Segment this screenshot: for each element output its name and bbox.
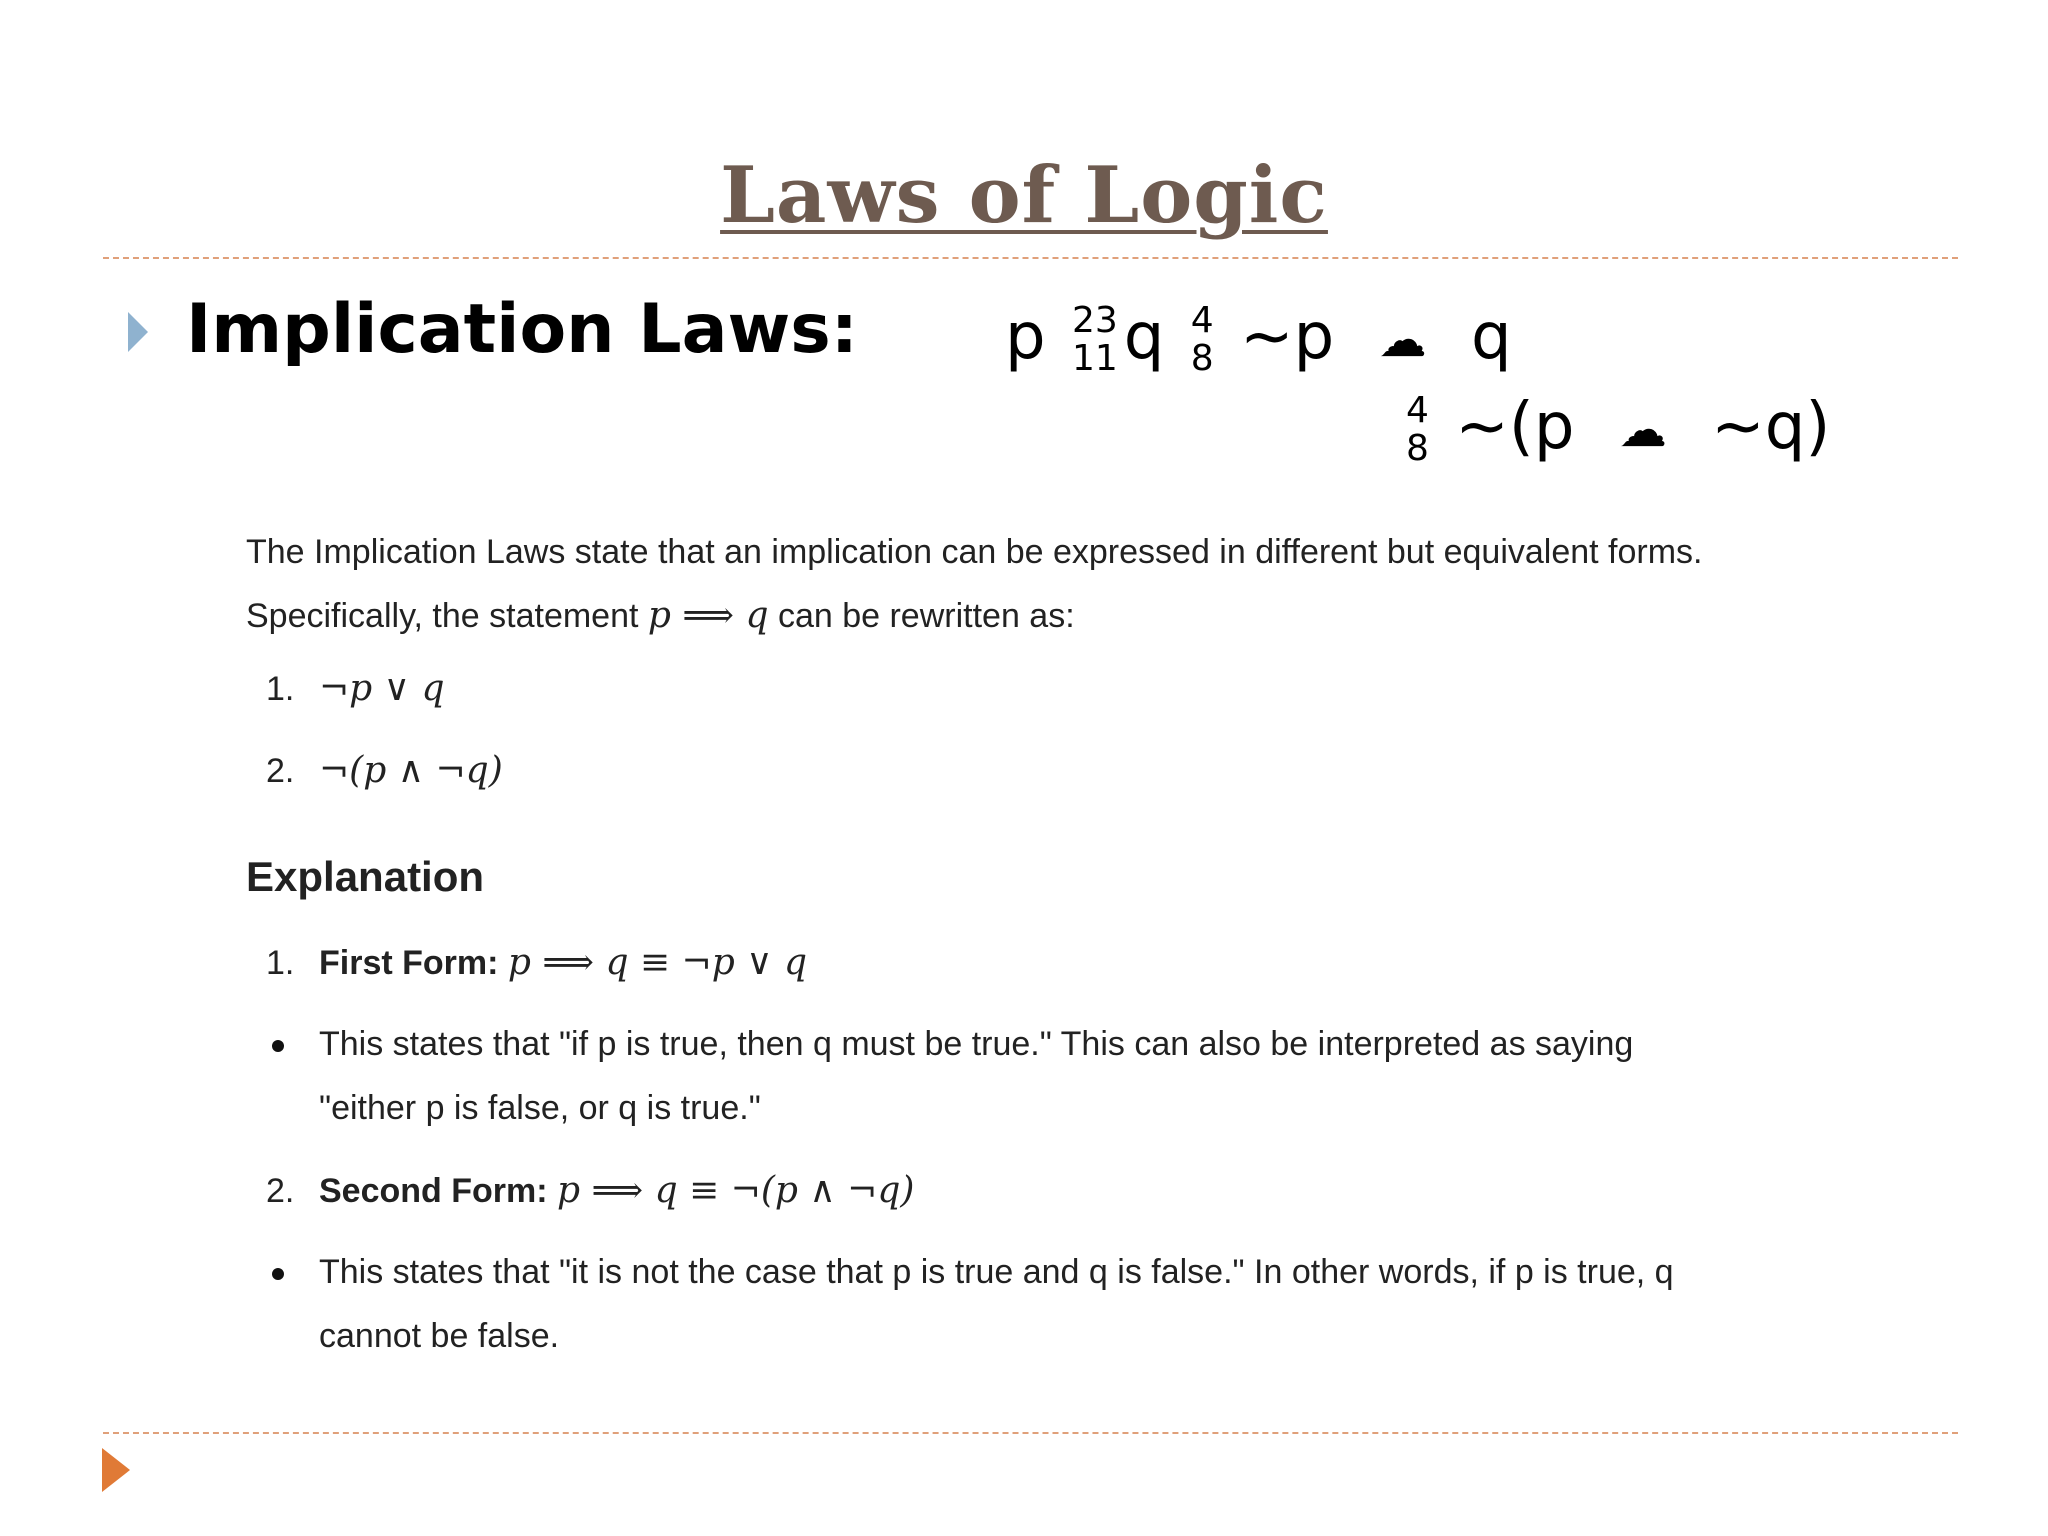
list-item (246, 1012, 1886, 1140)
intro-line-1: The Implication Laws state that an implication can be expressed in different but equivalent forms. (246, 533, 1703, 571)
list-item: 1. First Form: p ⟹ q ≡ ¬p ∨ q (266, 942, 808, 983)
intro-math: p ⟹ q (647, 595, 769, 636)
detail-item: This states that "if p is true, then q must be true." This can also be interpreted as saying "either p is false, or q is true." (246, 1012, 1886, 1140)
formula-not-p: ~p (1240, 300, 1335, 374)
or-glyph-icon: ☁ (1378, 312, 1427, 369)
implication-formula-line1 (1005, 300, 1512, 378)
explanation-title: Explanation (246, 853, 485, 900)
and-glyph-icon: ☁ (1618, 402, 1667, 459)
implication-formula-line2 (1400, 390, 1830, 468)
explanation-list (246, 922, 1886, 1368)
formula-right: ~q) (1711, 390, 1831, 464)
bullet-dot-icon (272, 1040, 284, 1052)
formula-q2: q (1470, 300, 1512, 374)
bottom-divider (103, 1432, 1958, 1434)
triangle-bullet-icon (128, 312, 148, 352)
formula-left: ~(p (1455, 390, 1575, 464)
next-slide-arrow-icon[interactable] (102, 1448, 130, 1492)
formula-q1: q (1123, 300, 1165, 374)
intro-line-2: Specifically, the statement p ⟹ q can be rewritten as: (246, 595, 1075, 636)
list-item: 2. Second Form: p ⟹ q ≡ ¬(p ∧ ¬q) (266, 1170, 915, 1211)
list-item: 1. ¬p ∨ q (266, 668, 445, 709)
slide-title: Laws of Logic (720, 150, 1328, 241)
list-item (246, 1240, 1886, 1368)
formula-fraction-b: 4 8 (1190, 300, 1214, 380)
forms-list (246, 648, 1886, 812)
formula-p: p (1005, 300, 1046, 374)
content-block (246, 520, 1886, 1378)
bullet-dot-icon (272, 1268, 284, 1280)
detail-item: This states that "it is not the case that p is true and q is false." In other words, if p is true, q cannot be false. (246, 1240, 1886, 1368)
top-divider (103, 257, 1958, 259)
list-item: 2. ¬(p ∧ ¬q) (266, 750, 503, 791)
formula-fraction-a: 23 11 (1071, 300, 1118, 380)
formula-fraction-c: 4 8 (1406, 390, 1429, 470)
section-heading: Implication Laws: (186, 290, 858, 369)
